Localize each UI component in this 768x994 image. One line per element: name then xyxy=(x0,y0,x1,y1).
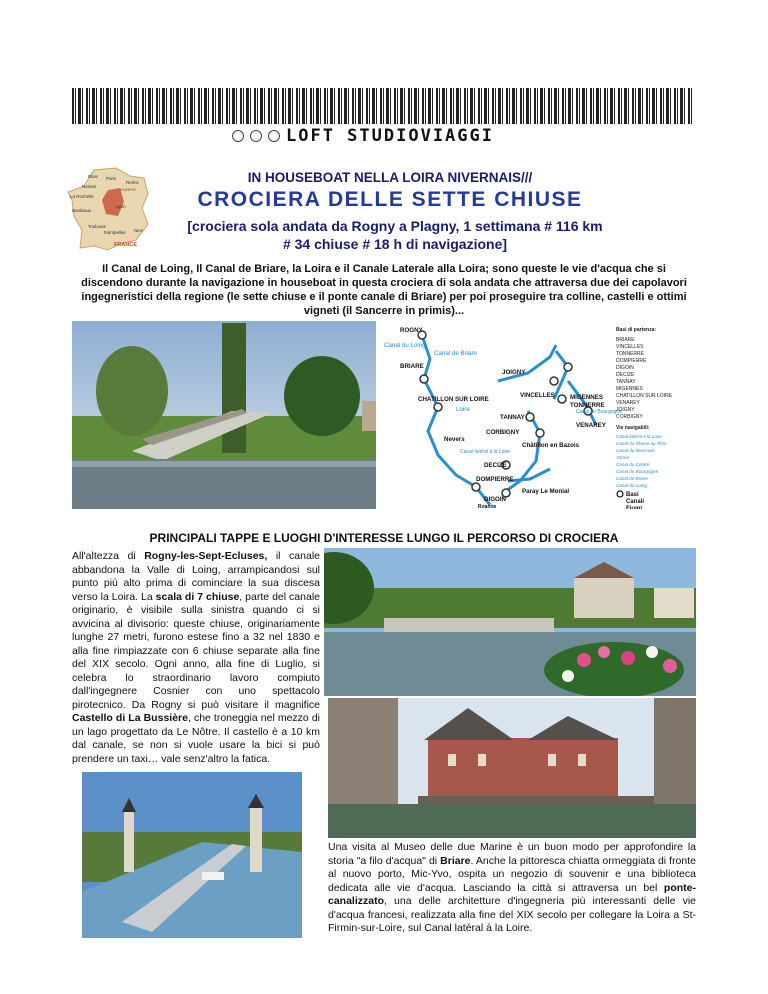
map-place-label: CHATILLON SUR LOIRE xyxy=(418,396,489,403)
map-city-label: La Rochelle xyxy=(70,194,94,199)
map-place-label: Nevers xyxy=(444,436,465,443)
legend-ways-title: Vie navigabili: xyxy=(616,425,650,431)
photo-castle-la-bussiere xyxy=(328,698,696,838)
legend-base: TONNERRE xyxy=(616,351,644,357)
map-place-label: DECIZE xyxy=(484,462,507,469)
legend-bases-title: Basi di partenza: xyxy=(616,327,657,333)
map-city-label: Toulouse xyxy=(88,224,107,229)
page-title: CROCIERA DELLE SETTE CHIUSE xyxy=(197,188,583,211)
map-place-label: CORBIGNY xyxy=(486,429,520,436)
paragraph-briare xyxy=(328,841,696,936)
map-city-label: Nice xyxy=(134,228,144,233)
brand-name: LOFT STUDIOVIAGGI xyxy=(286,126,494,146)
route-map xyxy=(380,321,696,509)
map-place-label: TANNAY xyxy=(500,414,525,421)
legend-way: Yonne xyxy=(616,455,630,460)
map-place-label: JOIGNY xyxy=(502,369,526,376)
map-place-label: Canal de Bourgogne xyxy=(576,409,622,415)
legend-base: DECIZE xyxy=(616,372,635,378)
text-run: . Anche la pittoresca chiatta ormeggiata di fronte al nuovo porto, Mic-Yvo, ospita un negozio di souvenir e una biblioteca dedicata alle vie d'acqua. Lasciando la città si attraversa un bel xyxy=(328,854,696,894)
logo-circle-icon xyxy=(268,130,280,142)
text-bold: scala di 7 chiuse xyxy=(155,590,240,603)
legend-base: VENAREY xyxy=(616,400,640,406)
legend-base: CHATILLON SUR LOIRE xyxy=(616,393,673,399)
map-city-label: Reims xyxy=(126,180,139,185)
legend-base: VINCELLES xyxy=(616,344,644,350)
map-city-label: Bordeaux xyxy=(72,208,92,213)
legend-way: Canal du Nivernais xyxy=(616,448,655,453)
map-city-label: Montpellier xyxy=(104,230,127,235)
legend-base: BRIARE xyxy=(616,337,635,343)
legend-item: Fiumi xyxy=(626,506,642,509)
map-place-label: Canal du Loing xyxy=(384,342,426,349)
map-place-label: Paray Le Monial xyxy=(522,488,570,495)
france-map xyxy=(64,164,154,254)
map-city-label: Blois xyxy=(88,174,98,179)
map-place-label: Roanne xyxy=(478,504,497,509)
text-bold: Briare xyxy=(440,854,471,867)
map-place-label: Canal latéral à la Loire xyxy=(460,449,511,455)
legend-item: Basi xyxy=(626,492,639,498)
text-run: , che troneggia nel mezzo di un lago progettato da Le Nôtre. Il castello è a 10 km dal canale, se non si vuole usare la bici si può prendere un taxi… vale senz'altro la fatica. xyxy=(72,712,320,765)
map-city-label: Nantes xyxy=(82,184,97,189)
brand-logo xyxy=(232,126,494,146)
barcode-banner xyxy=(72,88,694,124)
map-place-label: VINCELLES xyxy=(520,392,555,399)
logo-circle-icon xyxy=(250,130,262,142)
legend-way: Canal du Centre xyxy=(616,462,650,467)
map-place-label: MIGENNES xyxy=(570,394,604,401)
text-bold: ponte-canalizzato xyxy=(328,881,696,907)
photo-rogny-village xyxy=(324,548,696,696)
paragraph-rogny xyxy=(72,550,320,766)
text-run: Una visita al Museo delle due Marine è un buon modo per approfondire la storia "a filo d'acqua" di xyxy=(328,841,696,867)
map-country-label: FRANCE xyxy=(114,242,137,248)
subtitle-line: # 34 chiuse # 18 h di navigazione] xyxy=(282,236,508,252)
map-city-label: Lyon xyxy=(116,204,126,209)
map-place-label: ROGNY xyxy=(400,327,423,334)
legend-base: TANNAY xyxy=(616,379,636,385)
text-bold: Rogny-les-Sept-Ecluses, xyxy=(144,550,268,562)
map-place-label: Châtillon en Bazois xyxy=(522,442,580,449)
legend-base: DOMPIERRE xyxy=(616,358,647,364)
legend-way: Canal de Bourgogne xyxy=(616,469,659,474)
legend-item: Canali xyxy=(626,499,645,505)
section-title: PRINCIPALI TAPPE E LUOGHI D'INTERESSE LUNGO IL PERCORSO DI CROCIERA xyxy=(149,531,619,545)
intro-text: Il Canal de Loing, Il Canal de Briare, la Loira e il Canale Laterale alla Loira; sono queste le vie d'acqua che si discendono durante la navigazione in houseboat in questa crociera di sola andata che attraversa due dei capolavori ingegneristici della regione (le sette chiuse e il ponte canale di Briare) per poi proseguire tra colline, castelli e ottimi vigneti (il Sancerre in primis)... xyxy=(81,263,687,317)
legend-base: JOIGNY xyxy=(616,407,635,413)
text-run: il canale abbandona la Valle di Loing, arrampicandosi sul punto più alto prima di cominciare la sua discesa verso la Loira. La xyxy=(72,550,320,603)
legend-way: Canal latéral à la Loire xyxy=(616,434,662,439)
photo-seven-locks xyxy=(72,321,376,509)
subtitle-line: [crociera sola andata da Rogny a Plagny, 1 settimana # 116 km xyxy=(187,218,603,234)
legend-way: Canal de Briare xyxy=(616,476,648,481)
logo-circle-icon xyxy=(232,130,244,142)
legend-way: Canal du Loing xyxy=(616,483,647,488)
map-place-label: Canal de Briare xyxy=(434,350,477,357)
map-city-label: Paris xyxy=(106,176,117,181)
legend-base: MIGENNES xyxy=(616,386,643,392)
text-bold: Castello di La Bussière xyxy=(72,712,188,724)
legend-way: Canal du Rhone au Rhin xyxy=(616,441,667,446)
map-place-label: DOMPIERRE xyxy=(476,476,514,483)
map-place-label: DIGOIN xyxy=(484,496,507,503)
text-run: All'altezza di xyxy=(72,550,145,562)
map-city-label: Auxerre xyxy=(120,187,136,192)
map-place-label: VENAREY xyxy=(576,422,606,429)
legend-base: DIGOIN xyxy=(616,365,634,371)
map-place-label: BRIARE xyxy=(400,363,424,370)
photo-pont-canal-briare xyxy=(82,772,302,938)
map-place-label: Loire xyxy=(456,406,470,413)
legend-base: CORBIGNY xyxy=(616,414,643,420)
text-run: , una delle architetture d'ingegneria più interessanti delle vie d'acqua francesi, realizzata alla fine del XIX secolo per collegare la Loira a St-Firmin-sur-Loire, sul Canal latéral à la Loire. xyxy=(328,895,696,934)
subtitle xyxy=(170,217,620,253)
kicker: IN HOUSEBOAT NELLA LOIRA NIVERNAIS/// xyxy=(247,170,533,185)
map-place-label: TONNERRE xyxy=(570,402,605,409)
text-run: , parte del canale originario, è visibile sulla sinistra quando ci si avvicina al divisorio: queste chiuse, originariamente lunghe 27 metri, furono estese fino a 32 nel 1830 e alla fine rimpiazzate con 6 chiuse separate alla fine del XIX secolo. Ogni anno, alla fine di Luglio, si celebra lo straordinario lavoro compiuto dall'ingegnere Cosnier con uno spettacolo pirotecnico. Da Rogny si può visitare il magnifice xyxy=(72,590,321,711)
